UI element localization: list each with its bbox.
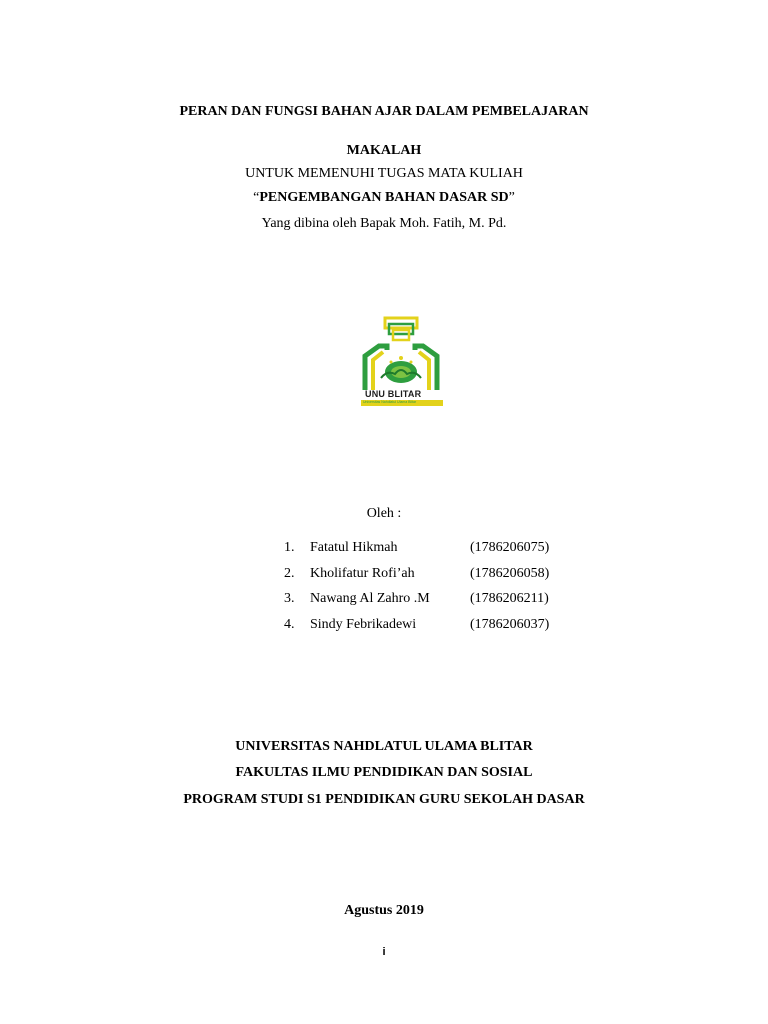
author-number: 2.: [284, 565, 295, 581]
course-close-quote: ”: [508, 190, 515, 205]
logo-subtext: Universitas Nahdlatul Ulama Blitar: [363, 400, 417, 404]
document-date: Agustus 2019: [344, 903, 424, 918]
authors-label: Oleh :: [366, 506, 402, 521]
author-number: 1.: [284, 540, 295, 555]
document-type: MAKALAH: [346, 143, 422, 158]
program-name: PROGRAM STUDI S1 PENDIDIKAN GURU SEKOLAH DASAR: [183, 792, 585, 807]
university-name: UNIVERSITAS NAHDLATUL ULAMA BLITAR: [235, 739, 533, 754]
author-name: Kholifatur Rofi’ah: [310, 565, 415, 581]
unu-blitar-logo: [357, 314, 445, 410]
course-name: PENGEMBANGAN BAHAN DASAR SD: [259, 190, 509, 205]
author-id: (1786206211): [470, 591, 549, 606]
document-title: PERAN DAN FUNGSI BAHAN AJAR DALAM PEMBELAJARAN: [179, 104, 589, 119]
supervisor-line: Yang dibina oleh Bapak Moh. Fatih, M. Pd.: [261, 216, 507, 231]
faculty-name: FAKULTAS ILMU PENDIDIKAN DAN SOSIAL: [235, 765, 533, 780]
author-name: Nawang Al Zahro .M: [310, 591, 430, 606]
author-name: Fatatul Hikmah: [310, 540, 398, 555]
page-number: i: [382, 946, 386, 958]
author-id: (1786206037): [470, 616, 550, 632]
course-name-line: [0, 190, 768, 206]
logo-text: UNU BLITAR: [365, 389, 422, 399]
author-number: 4.: [284, 616, 295, 632]
author-id: (1786206075): [470, 540, 550, 555]
author-number: 3.: [284, 591, 295, 606]
document-purpose: UNTUK MEMENUHI TUGAS MATA KULIAH: [245, 166, 523, 181]
course-open-quote: “: [253, 190, 260, 205]
author-id: (1786206058): [470, 565, 550, 581]
author-name: Sindy Febrikadewi: [310, 616, 417, 632]
